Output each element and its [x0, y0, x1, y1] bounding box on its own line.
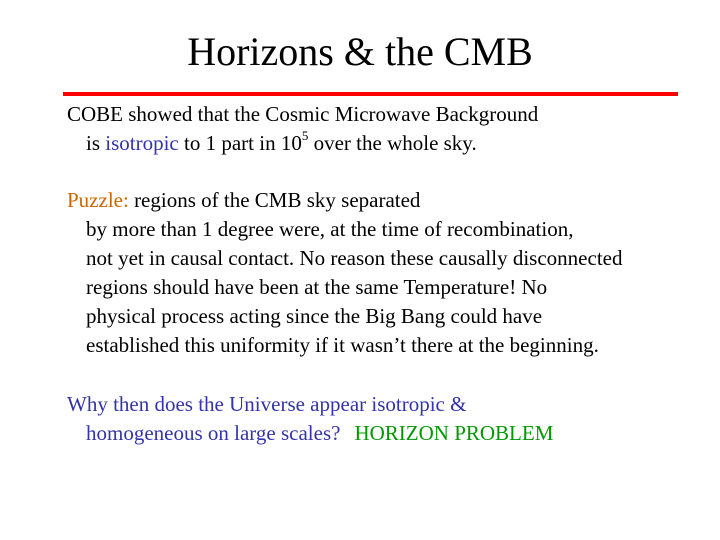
isotropic-term: isotropic	[105, 131, 179, 155]
horizon-problem-label: HORIZON PROBLEM	[354, 421, 554, 445]
paragraph-question	[67, 390, 712, 448]
cobe-line-2-post: over the whole sky.	[308, 131, 477, 155]
cobe-line-2-mid: to 1 part in 10	[178, 131, 302, 155]
puzzle-line-1	[67, 186, 712, 215]
slide-title: Horizons & the CMB	[187, 29, 533, 74]
puzzle-label: Puzzle:	[67, 188, 129, 212]
exponent: 5	[301, 128, 309, 143]
question-line-2	[67, 419, 712, 448]
paragraph-cobe	[67, 100, 712, 158]
cobe-line-2-pre: is	[86, 131, 106, 155]
cobe-line-2	[67, 129, 712, 158]
question-line-2-text: homogeneous on large scales?	[86, 421, 341, 445]
puzzle-line-6: established this uniformity if it wasn’t there at the beginning.	[86, 333, 599, 357]
paragraph-puzzle	[67, 186, 712, 360]
cobe-line-1: COBE showed that the Cosmic Microwave Background	[67, 102, 539, 126]
title-divider	[63, 92, 678, 96]
puzzle-line-5: physical process acting since the Big Bang could have	[86, 304, 543, 328]
question-line-1: Why then does the Universe appear isotropic &	[67, 392, 467, 416]
puzzle-line-3: not yet in causal contact. No reason these causally disconnected	[86, 246, 623, 270]
puzzle-line-4: regions should have been at the same Temperature! No	[86, 275, 548, 299]
puzzle-line-1-rest: regions of the CMB sky separated	[128, 188, 421, 212]
puzzle-line-2: by more than 1 degree were, at the time of recombination,	[86, 217, 574, 241]
